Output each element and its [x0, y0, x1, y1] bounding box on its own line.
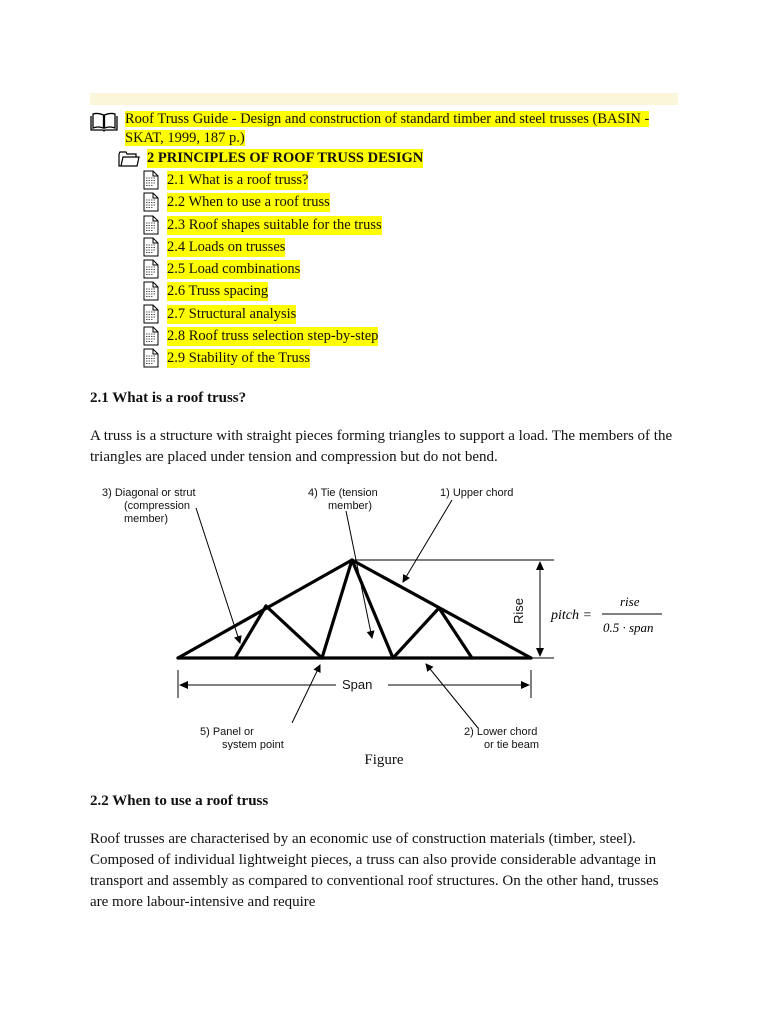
document-icon — [143, 215, 159, 235]
folder-icon — [118, 151, 140, 167]
toc-link[interactable]: 2.1 What is a roof truss? — [167, 172, 309, 188]
formula-denominator: 0.5 · span — [603, 620, 654, 635]
toc-link[interactable]: 2.3 Roof shapes suitable for the truss — [167, 216, 382, 233]
formula-numerator: rise — [620, 594, 640, 609]
document-icon — [143, 170, 159, 190]
tie-label: member) — [328, 500, 373, 512]
panel-point-label: system point — [222, 739, 284, 750]
section-paragraph: A truss is a structure with straight pieces forming triangles to support a load. The members of the triangles are placed under tension and compression but do not bend. — [90, 428, 673, 465]
rise-label: Rise — [511, 597, 526, 624]
lower-chord-label: 2) Lower chord — [464, 726, 538, 738]
section-heading: 2.2 When to use a roof truss — [90, 793, 269, 809]
panel-point-label: 5) Panel or — [200, 726, 254, 738]
chapter-title-link[interactable]: 2 PRINCIPLES OF ROOF TRUSS DESIGN — [147, 150, 424, 166]
toc-link[interactable]: 2.2 When to use a roof truss — [167, 194, 330, 211]
document-icon — [143, 281, 159, 301]
document-icon — [143, 192, 159, 212]
top-bar — [90, 93, 678, 105]
section-paragraph: Roof trusses are characterised by an economic use of construction materials (timber, steel). Composed of individual lightweight pieces, a truss can also provide considerable advantage in transport and assembly as compared to conventional roof structures. On the other hand, trusses are more labour-intensive and require — [90, 831, 659, 910]
diagonal-label: (compression — [124, 500, 191, 512]
document-icon — [143, 304, 159, 324]
section-heading: 2.1 What is a roof truss? — [90, 390, 247, 406]
tie-label: 4) Tie (tension — [308, 487, 378, 499]
diagonal-label: 3) Diagonal or strut — [102, 487, 196, 499]
span-label: Span — [342, 677, 373, 692]
document-icon — [143, 348, 159, 368]
book-title-link[interactable]: Roof Truss Guide - Design and construction of standard timber and steel trusses (BASIN - SKAT, 1999, 187 p.) — [125, 111, 650, 146]
book-entry[interactable] — [90, 110, 680, 148]
book-icon — [90, 112, 118, 132]
toc-link[interactable]: 2.8 Roof truss selection step-by-step — [167, 328, 379, 345]
toc-link[interactable]: 2.5 Load combinations — [167, 261, 301, 278]
toc-link[interactable]: 2.6 Truss spacing — [167, 283, 269, 300]
formula-lhs: pitch = — [551, 608, 592, 623]
toc-link[interactable]: 2.7 Structural analysis — [167, 305, 297, 322]
upper-chord-label: 1) Upper chord — [440, 487, 514, 499]
document-icon — [143, 326, 159, 346]
toc-link[interactable]: 2.4 Loads on trusses — [167, 238, 286, 255]
document-icon — [143, 237, 159, 257]
roof-truss-diagram — [96, 478, 676, 750]
lower-chord-label: or tie beam — [484, 739, 540, 750]
truss-members — [178, 560, 531, 658]
figure-caption: Figure — [364, 752, 404, 768]
pitch-formula — [550, 594, 662, 635]
toc-link[interactable]: 2.9 Stability of the Truss — [167, 350, 311, 367]
diagonal-label: member) — [124, 513, 169, 525]
document-icon — [143, 259, 159, 279]
